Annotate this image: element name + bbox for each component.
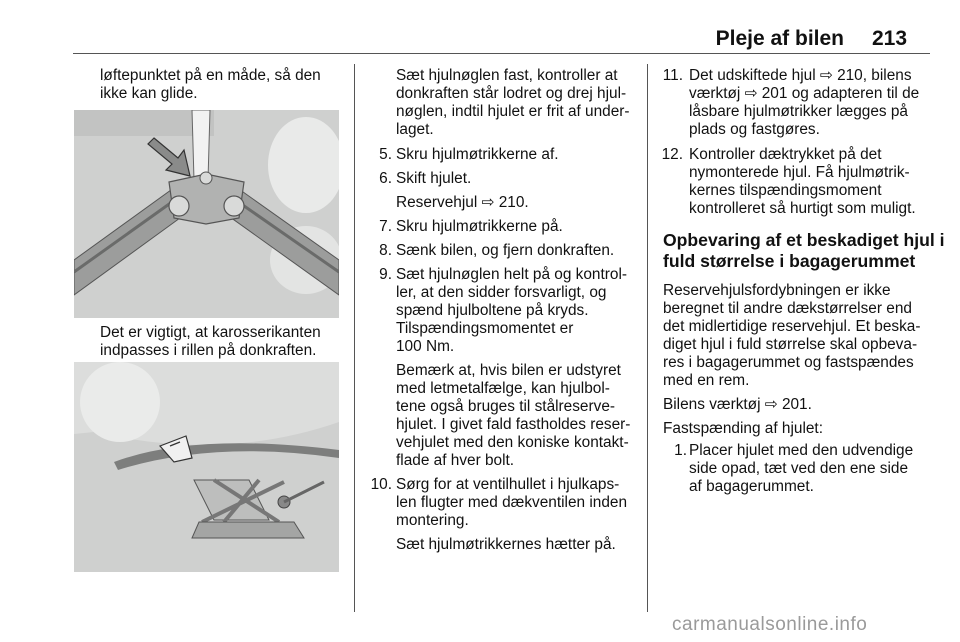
step-12-number: 12. bbox=[661, 146, 683, 163]
step-9-line-4: Tilspændingsmomentet er bbox=[396, 320, 574, 337]
step-12-line-2: nymonterede hjul. Få hjulmøtrik- bbox=[689, 164, 910, 181]
step-12-line-3: kernes tilspændingsmoment bbox=[689, 182, 882, 199]
substep-1-line-2: side opad, tæt ved den ene side bbox=[689, 460, 909, 477]
section-heading-line-2: fuld størrelse i bagagerummet bbox=[663, 251, 916, 271]
step-9-note-line-6: flade af hver bolt. bbox=[396, 452, 515, 469]
para2: Bilens værktøj ⇨ 201. bbox=[663, 396, 812, 413]
para1-line-5: res i bagagerummet og fastspændes bbox=[663, 354, 914, 371]
step-12-line-4: kontrolleret så hurtigt som muligt. bbox=[689, 200, 916, 217]
jack-lift-point-figure bbox=[74, 110, 339, 318]
step-10-line-2: len flugter med dækventilen inden bbox=[396, 494, 628, 511]
step-7-text: Skru hjulmøtrikkerne på. bbox=[396, 218, 563, 235]
para1-line-2: beregnet til andre dækstørrelser end bbox=[663, 300, 912, 317]
intro-line-1: løftepunktet på en måde, så den bbox=[100, 67, 321, 84]
running-header-title: Pleje af bilen bbox=[715, 27, 844, 50]
step-12-line-1: Kontroller dæktrykket på det bbox=[689, 146, 882, 163]
step-6-text: Skift hjulet. bbox=[396, 170, 472, 187]
step-4-continued-line-1: Sæt hjulnøglen fast, kontroller at bbox=[396, 67, 618, 84]
step-11-line-2: værktøj ⇨ 201 og adapteren til de bbox=[689, 85, 920, 102]
para3: Fastspænding af hjulet: bbox=[663, 420, 823, 437]
step-9-line-3: spænd hjulboltene på kryds. bbox=[396, 302, 589, 319]
step-9-note-line-4: hjulet. I givet fald fastholdes reser- bbox=[396, 416, 631, 433]
para1-line-6: med en rem. bbox=[663, 372, 750, 389]
step-10-line-3: montering. bbox=[396, 512, 469, 529]
step-5-text: Skru hjulmøtrikkerne af. bbox=[396, 146, 559, 163]
para1-line-1: Reservehjulsfordybningen er ikke bbox=[663, 282, 891, 299]
column-divider-1 bbox=[354, 64, 355, 612]
substep-1-line-3: af bagagerummet. bbox=[689, 478, 814, 495]
para1-line-4: diget hjul i fuld størrelse skal opbeva- bbox=[663, 336, 918, 353]
jack-lift-point-illustration bbox=[74, 110, 339, 318]
step-8-text: Sænk bilen, og fjern donkraften. bbox=[396, 242, 615, 259]
scissor-jack-illustration bbox=[74, 362, 339, 572]
step-9-note-line-2: med letmetalfælge, kan hjulbol- bbox=[396, 380, 610, 397]
step-9-note-line-1: Bemærk at, hvis bilen er udstyret bbox=[396, 362, 621, 379]
step-8-number: 8. bbox=[379, 242, 392, 259]
substep-1-line-1: Placer hjulet med den udvendige bbox=[689, 442, 914, 459]
step-9-line-1: Sæt hjulnøglen helt på og kontrol- bbox=[396, 266, 627, 283]
figure-caption-line-2: indpasses i rillen på donkraften. bbox=[100, 342, 317, 359]
step-10-line-1: Sørg for at ventilhullet i hjulkaps- bbox=[396, 476, 620, 493]
step-4-continued-line-2: donkraften står lodret og drej hjul- bbox=[396, 85, 627, 102]
section-heading-line-1: Opbevaring af et beskadiget hjul i bbox=[663, 230, 945, 250]
para1-line-3: det midlertidige reservehjul. Et beska- bbox=[663, 318, 921, 335]
step-9-line-2: ler, at den sidder forsvarligt, og bbox=[396, 284, 607, 301]
step-9-number: 9. bbox=[379, 266, 392, 283]
step-10-note: Sæt hjulmøtrikkernes hætter på. bbox=[396, 536, 616, 553]
step-10-number: 10. bbox=[370, 476, 392, 493]
step-11-number: 11. bbox=[662, 67, 683, 84]
step-4-continued-line-4: laget. bbox=[396, 121, 434, 138]
step-6-reference: Reservehjul ⇨ 210. bbox=[396, 194, 529, 211]
step-11-line-4: plads og fastgøres. bbox=[689, 121, 820, 138]
watermark: carmanualsonline.info bbox=[672, 614, 868, 635]
step-5-number: 5. bbox=[379, 146, 392, 163]
intro-line-2: ikke kan glide. bbox=[100, 85, 198, 102]
scissor-jack-figure bbox=[74, 362, 339, 572]
step-11-line-3: låsbare hjulmøtrikker lægges på bbox=[689, 103, 908, 120]
step-11-line-1: Det udskiftede hjul ⇨ 210, bilens bbox=[689, 67, 912, 84]
step-9-note-line-5: vehjulet med den koniske kontakt- bbox=[396, 434, 629, 451]
page-number: 213 bbox=[872, 27, 908, 50]
step-9-note-line-3: tene også bruges til stålreserve- bbox=[396, 398, 616, 415]
step-9-line-5: 100 Nm. bbox=[396, 338, 455, 355]
step-7-number: 7. bbox=[379, 218, 392, 235]
header-rule bbox=[73, 53, 930, 54]
step-4-continued-line-3: nøglen, indtil hjulet er frit af under- bbox=[396, 103, 630, 120]
figure-caption-line-1: Det er vigtigt, at karosserikanten bbox=[100, 324, 321, 341]
column-divider-2 bbox=[647, 64, 648, 612]
step-6-number: 6. bbox=[379, 170, 392, 187]
substep-1-number: 1. bbox=[674, 442, 687, 459]
